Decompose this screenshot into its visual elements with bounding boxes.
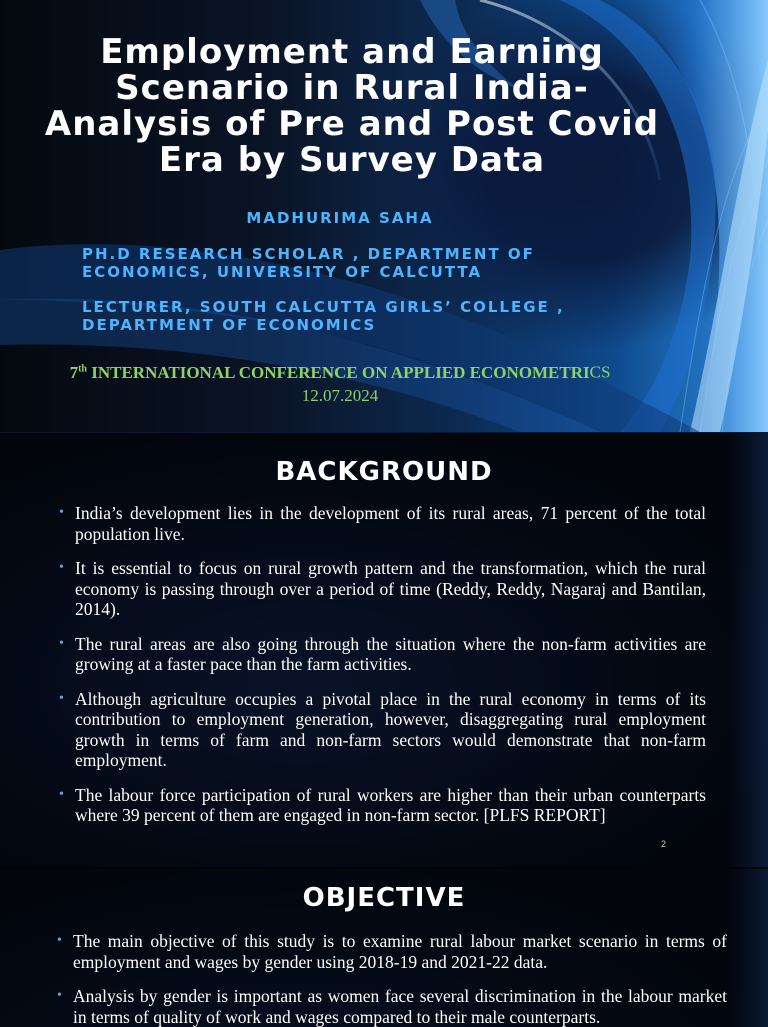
conference-name-tail: CS xyxy=(589,362,611,382)
list-item: • The labour force participation of rural workers are higher than their urban counterparts where 39 percent of them are engaged in non-farm sector. [PLFS REPORT] xyxy=(59,784,706,825)
list-item: • The rural areas are also going through the situation where the non-farm activities are growing at a faster pace than the farm activities. xyxy=(59,633,706,674)
background-slide xyxy=(0,432,768,867)
bullet-dot-icon: • xyxy=(59,690,64,706)
conference-ordinal-suffix: th xyxy=(78,363,87,374)
author-affiliation-lecturer: LECTURER, SOUTH CALCUTTA GIRLS’ COLLEGE , DEPARTMENT OF ECONOMICS xyxy=(82,298,565,334)
page-number: 2 xyxy=(660,839,666,849)
conference-name xyxy=(60,357,620,384)
list-item: • India’s development lies in the development of its rural areas, 71 percent of the total population live. xyxy=(59,503,706,544)
list-item: • Although agriculture occupies a pivotal place in the rural economy in terms of its contribution to employment generation, however, disaggregating rural employment growth in terms of farm and non-farm sectors would demonstrate that non-farm employment. xyxy=(59,688,706,770)
author-affiliation-phd: PH.D RESEARCH SCHOLAR , DEPARTMENT OF ECONOMICS, UNIVERSITY OF CALCUTTA xyxy=(82,245,535,281)
slide-heading: BACKGROUND xyxy=(275,457,493,487)
objective-bullet-list xyxy=(57,931,727,1027)
title-slide xyxy=(0,0,768,432)
right-edge-glow xyxy=(728,433,768,867)
bullet-dot-icon: • xyxy=(59,505,64,520)
conference-ordinal-number: 7 xyxy=(69,362,79,382)
list-item: • Analysis by gender is important as women face several discrimination in the labour market in terms of quality of work and wages compared to their male counterparts. xyxy=(57,986,727,1027)
bullet-dot-icon: • xyxy=(59,786,64,802)
slide-heading: OBJECTIVE xyxy=(302,883,466,913)
conference-date: 12.07.2024 xyxy=(301,385,379,405)
objective-slide xyxy=(0,867,768,1027)
background-bullet-list xyxy=(59,503,706,826)
presentation-title: Employment and Earning Scenario in Rural India- Analysis of Pre and Post Covid Era by Survey Data xyxy=(44,32,660,180)
bullet-dot-icon: • xyxy=(59,560,64,575)
bullet-dot-icon: • xyxy=(57,933,62,948)
author-name: MADHURIMA SAHA xyxy=(246,209,434,227)
conference-info xyxy=(60,357,620,407)
list-item: • The main objective of this study is to examine rural labour market scenario in terms of employment and wages by gender using 2018-19 and 2021-22 data. xyxy=(57,931,727,972)
bullet-dot-icon: • xyxy=(59,635,64,651)
bullet-dot-icon: • xyxy=(57,988,62,1003)
conference-name-main: INTERNATIONAL CONFERENCE ON APPLIED ECONOMETRI xyxy=(91,362,590,382)
list-item: • It is essential to focus on rural growth pattern and the transformation, which the rural economy is passing through over a period of time (Reddy, Reddy, Nagaraj and Bantilan, 2014). xyxy=(59,558,706,619)
